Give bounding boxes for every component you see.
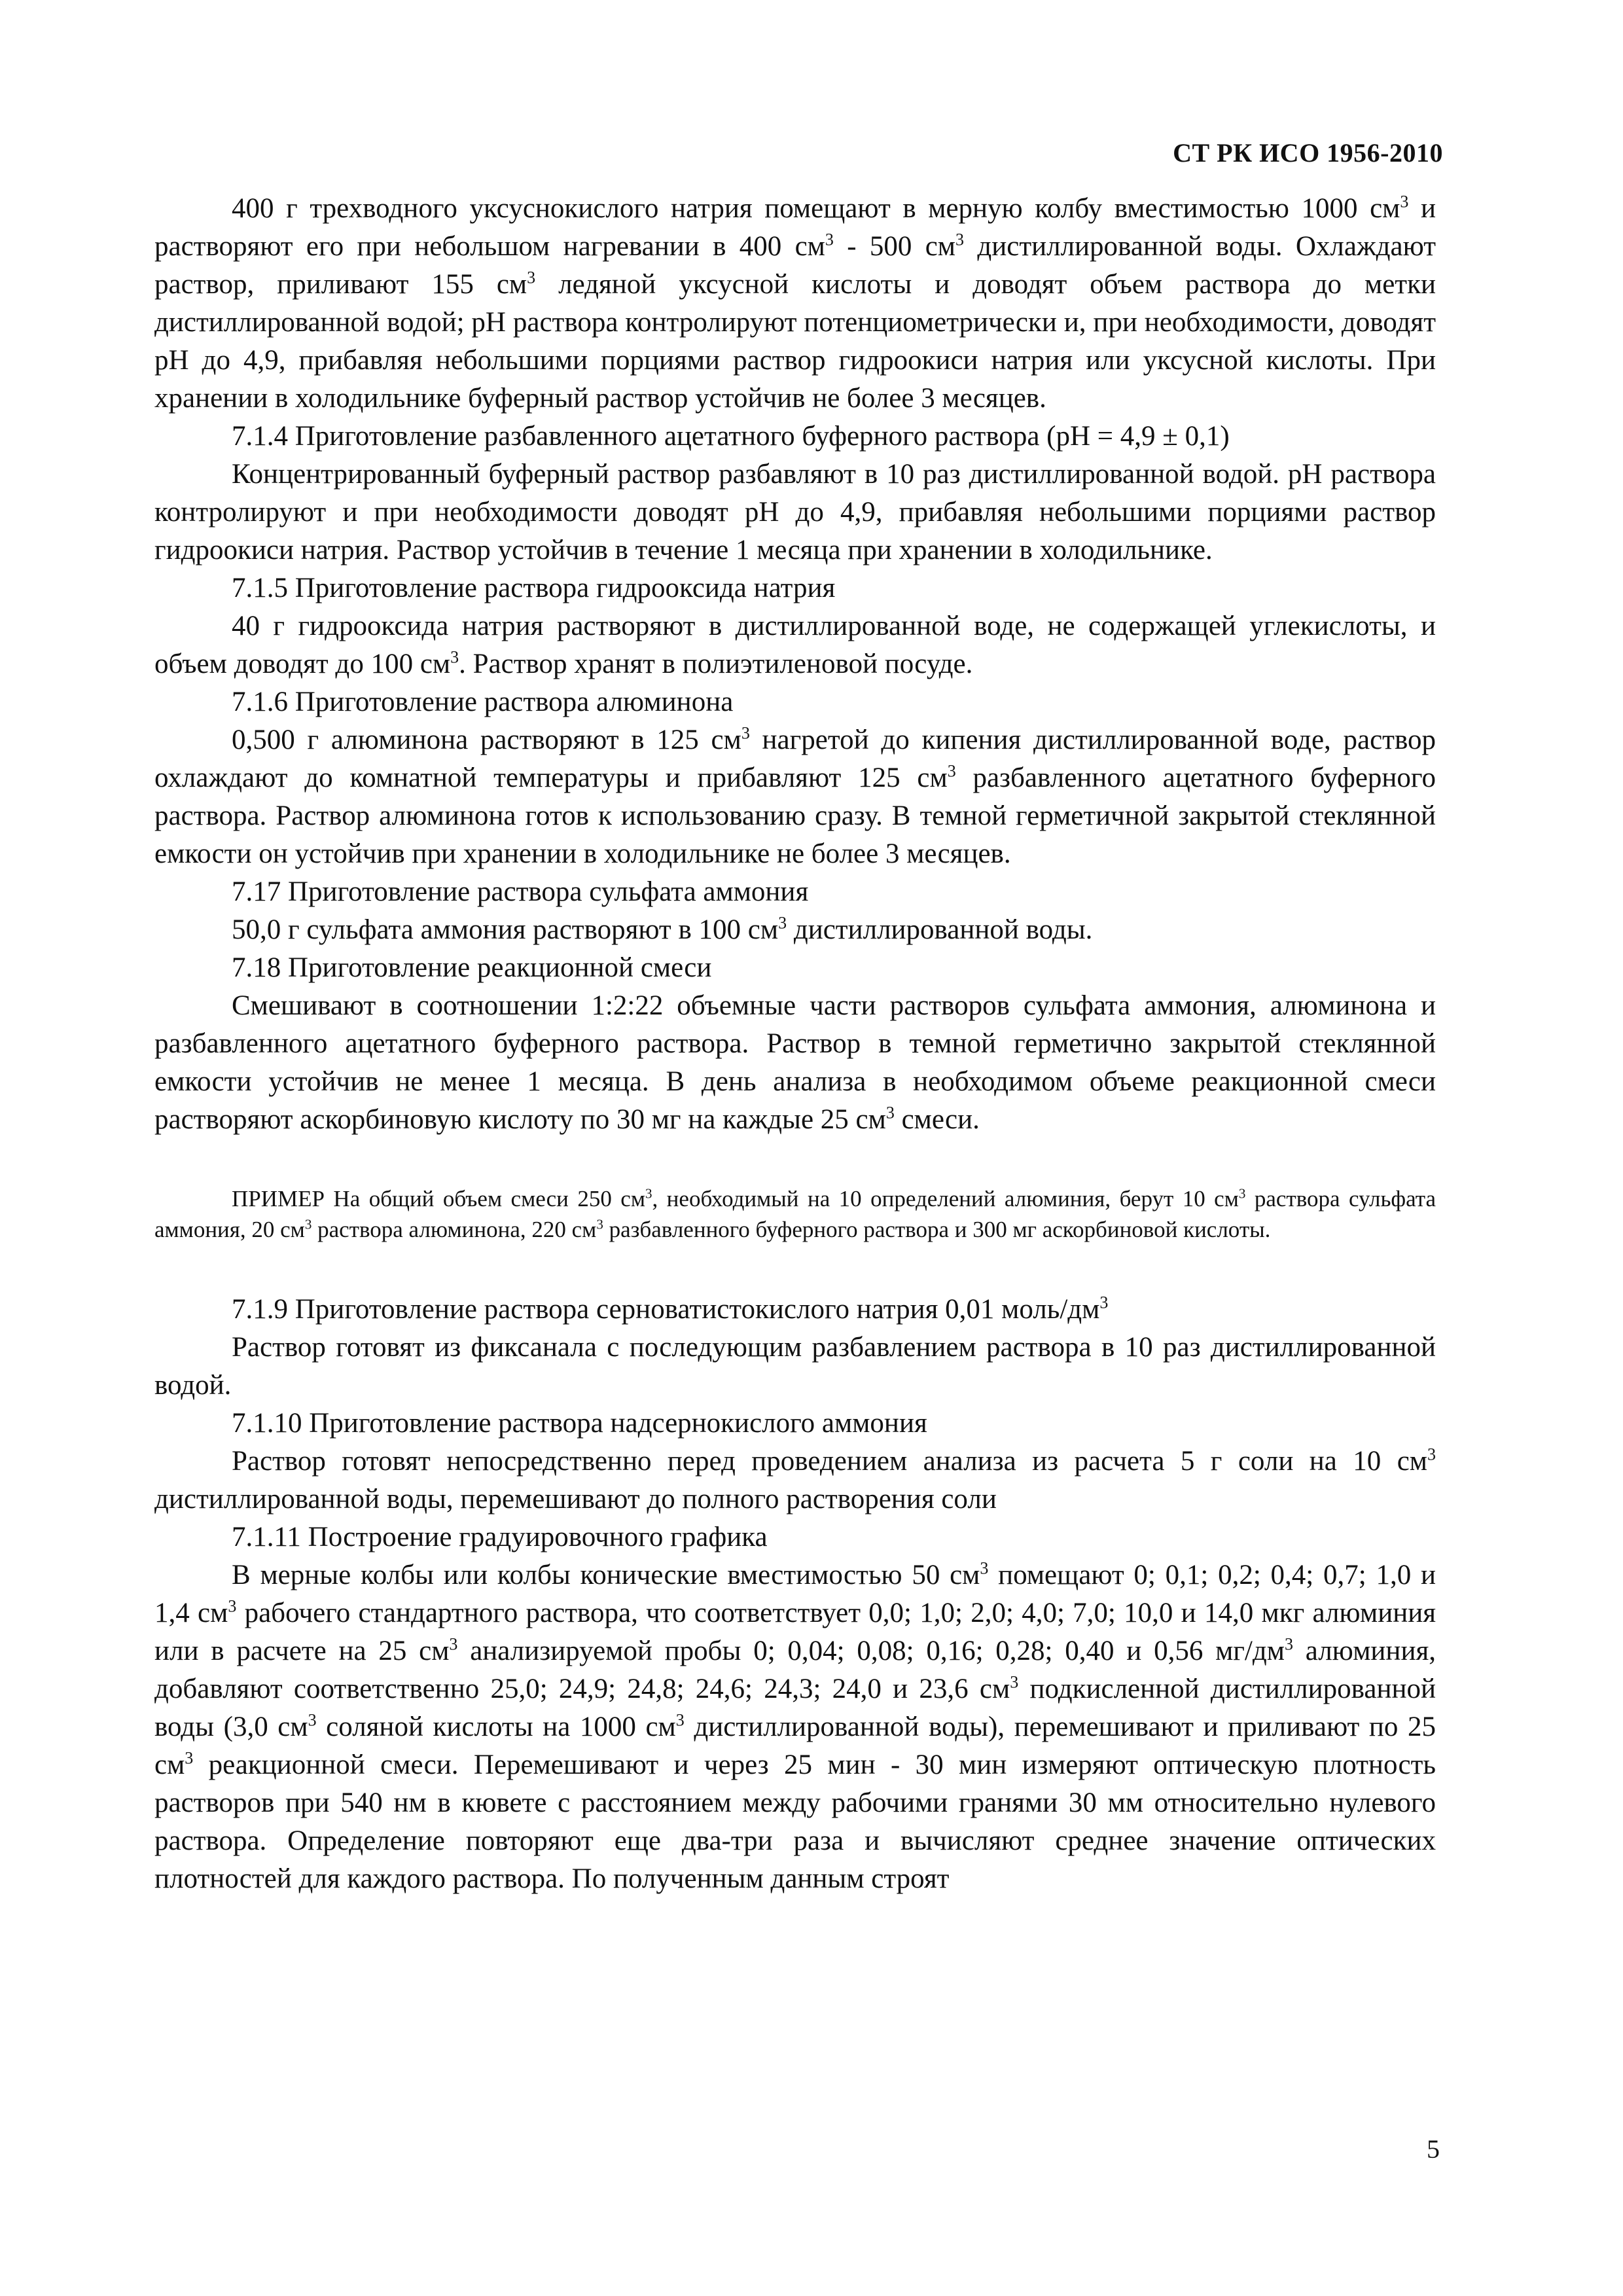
- body-paragraph: [154, 1556, 1436, 1898]
- text-run: соляной кислоты на 1000 см: [316, 1712, 676, 1742]
- superscript: 3: [1427, 1444, 1436, 1464]
- text-run: Раствор готовят из фиксанала с последующим разбавлением раствора в 10 раз дистиллированной водой.: [154, 1332, 1436, 1401]
- text-run: 7.1.11 Построение градуировочного графика: [232, 1522, 768, 1552]
- text-run: 7.1.9 Приготовление раствора серноватистокислого натрия 0,01 моль/дм: [232, 1294, 1100, 1325]
- superscript: 3: [741, 723, 750, 743]
- text-run: 0,500 г алюминона растворяют в 125 см: [232, 725, 741, 755]
- text-run: подкисленной дистиллированной воды (3,0 см: [154, 1674, 1436, 1742]
- example-note: [154, 1183, 1436, 1245]
- superscript: 3: [1284, 1634, 1293, 1654]
- text-run: дистиллированной воды.: [787, 914, 1093, 945]
- text-run: рабочего стандартного раствора, что соответствует 0,0; 1,0; 2,0; 4,0; 7,0; 10,0 и 14,0 мкг алюминия или в расчете на 25 см: [154, 1598, 1436, 1666]
- body-paragraph: [154, 911, 1436, 949]
- text-run: помещают 0; 0,1; 0,2; 0,4; 0,7; 1,0 и 1,4 см: [154, 1560, 1436, 1628]
- superscript: 3: [449, 1634, 458, 1654]
- text-run: 40 г гидрооксида натрия растворяют в дистиллированной воде, не содержащей углекислоты, и объем доводят до 100 см: [154, 611, 1436, 679]
- body-paragraph: [154, 721, 1436, 873]
- superscript: 3: [1238, 1185, 1246, 1202]
- text-run: раствора сульфата аммония, 20 см: [154, 1186, 1436, 1242]
- text-run: Раствор готовят непосредственно перед проведением анализа из расчета 5 г соли на 10 см: [232, 1446, 1427, 1477]
- text-run: 7.18 Приготовление реакционной смеси: [232, 952, 712, 983]
- text-run: ПРИМЕР На общий объем смеси 250 см: [232, 1186, 645, 1211]
- superscript: 3: [955, 230, 965, 249]
- document-body: [154, 190, 1436, 1898]
- superscript: 3: [596, 1216, 603, 1232]
- section-heading: [154, 949, 1436, 987]
- text-run: 7.1.10 Приготовление раствора надсернокислого аммония: [232, 1408, 927, 1439]
- superscript: 3: [825, 230, 834, 249]
- superscript: 3: [645, 1185, 652, 1202]
- section-heading: [154, 418, 1436, 456]
- superscript: 3: [675, 1710, 685, 1730]
- body-paragraph: [154, 1443, 1436, 1518]
- text-run: дистиллированной воды. Охлаждают раствор, приливают 155 см: [154, 231, 1436, 300]
- superscript: 3: [185, 1748, 194, 1768]
- text-run: ледяной уксусной кислоты и доводят объем раствора до метки дистиллированной водой; pH раствора контролируют потенциометрически и, при необходимости, доводят pH до 4,9, прибавляя небольшими порциями раствор гидроокиси натрия или уксусной кислоты. При хранении в холодильнике буферный раствор устойчив не более 3 месяцев.: [154, 269, 1436, 414]
- text-run: 400 г трехводного уксуснокислого натрия помещают в мерную колбу вместимостью 1000 см: [232, 193, 1400, 224]
- section-heading: [154, 1405, 1436, 1443]
- superscript: 3: [980, 1558, 989, 1578]
- text-run: раствора алюминона, 220 см: [312, 1217, 597, 1242]
- text-run: и растворяют его при небольшом нагревании в 400 см: [154, 193, 1436, 262]
- text-run: - 500 см: [833, 231, 956, 262]
- superscript: 3: [885, 1103, 895, 1122]
- text-run: анализируемой пробы 0; 0,04; 0,08; 0,16; 0,28; 0,40 и 0,56 мг/дм: [457, 1636, 1285, 1666]
- page-number: 5: [1427, 2134, 1440, 2164]
- section-heading: [154, 683, 1436, 721]
- text-run: 7.1.5 Приготовление раствора гидрооксида натрия: [232, 573, 836, 603]
- superscript: 3: [1010, 1672, 1019, 1692]
- text-run: 7.1.4 Приготовление разбавленного ацетатного буферного раствора (pH = 4,9 ± 0,1): [232, 421, 1230, 452]
- body-paragraph: [154, 456, 1436, 569]
- text-run: нагретой до кипения дистиллированной воде, раствор охлаждают до комнатной температуры и прибавляют 125 см: [154, 725, 1436, 793]
- superscript: 3: [304, 1216, 312, 1232]
- text-run: Смешивают в соотношении 1:2:22 объемные части растворов сульфата аммония, алюминона и разбавленного ацетатного буферного раствора. Раствор в темной герметично закрытой стеклянной емкости устойчив не менее 1 месяца. В день анализа в необходимом объеме реакционной смеси растворяют аскорбиновую кислоту по 30 мг на каждые 25 см: [154, 990, 1436, 1135]
- body-paragraph: [154, 987, 1436, 1139]
- superscript: 3: [1099, 1293, 1109, 1312]
- body-paragraph: [154, 607, 1436, 683]
- section-heading: [154, 569, 1436, 607]
- superscript: 3: [228, 1596, 237, 1616]
- document-code-header: СТ РК ИСО 1956-2010: [1173, 138, 1443, 168]
- text-run: Концентрированный буферный раствор разбавляют в 10 раз дистиллированной водой. pH раствора контролируют и при необходимости доводят pH до 4,9, прибавляя небольшими порциями раствор гидроокиси натрия. Раствор устойчив в течение 1 месяца при хранении в холодильнике.: [154, 459, 1436, 565]
- section-heading: [154, 873, 1436, 911]
- text-run: разбавленного буферного раствора и 300 мг аскорбиновой кислоты.: [603, 1217, 1271, 1242]
- text-run: 7.17 Приготовление раствора сульфата аммония: [232, 876, 809, 907]
- superscript: 3: [947, 761, 956, 781]
- text-run: . Раствор хранят в полиэтиленовой посуде.: [459, 649, 973, 679]
- text-run: алюминия, добавляют соответственно 25,0; 24,9; 24,8; 24,6; 24,3; 24,0 и 23,6 см: [154, 1636, 1436, 1704]
- superscript: 3: [778, 913, 787, 933]
- text-run: , необходимый на 10 определений алюминия, берут 10 см: [652, 1186, 1239, 1211]
- superscript: 3: [450, 647, 459, 667]
- text-run: дистиллированной воды), перемешивают и приливают по 25 см: [154, 1712, 1436, 1780]
- text-run: смеси.: [894, 1104, 980, 1135]
- text-run: 7.1.6 Приготовление раствора алюминона: [232, 687, 734, 717]
- section-heading: [154, 1518, 1436, 1556]
- text-run: разбавленного ацетатного буферного раствора. Раствор алюминона готов к использованию сразу. В темной герметичной закрытой стеклянной емкости он устойчив при хранении в холодильнике не более 3 месяцев.: [154, 762, 1436, 869]
- text-run: 50,0 г сульфата аммония растворяют в 100 см: [232, 914, 779, 945]
- superscript: 3: [1400, 192, 1409, 211]
- text-run: дистиллированной воды, перемешивают до полного растворения соли: [154, 1484, 997, 1515]
- superscript: 3: [527, 268, 536, 287]
- body-paragraph: [154, 1329, 1436, 1405]
- text-run: реакционной смеси. Перемешивают и через 25 мин - 30 мин измеряют оптическую плотность растворов при 540 нм в кювете с расстоянием между рабочими гранями 30 мм относительно нулевого раствора. Определение повторяют еще два-три раза и вычисляют среднее значение оптических плотностей для каждого раствора. По полученным данным строят: [154, 1749, 1436, 1894]
- body-paragraph: [154, 190, 1436, 418]
- text-run: В мерные колбы или колбы конические вместимостью 50 см: [232, 1560, 980, 1590]
- superscript: 3: [308, 1710, 317, 1730]
- section-heading: [154, 1291, 1436, 1329]
